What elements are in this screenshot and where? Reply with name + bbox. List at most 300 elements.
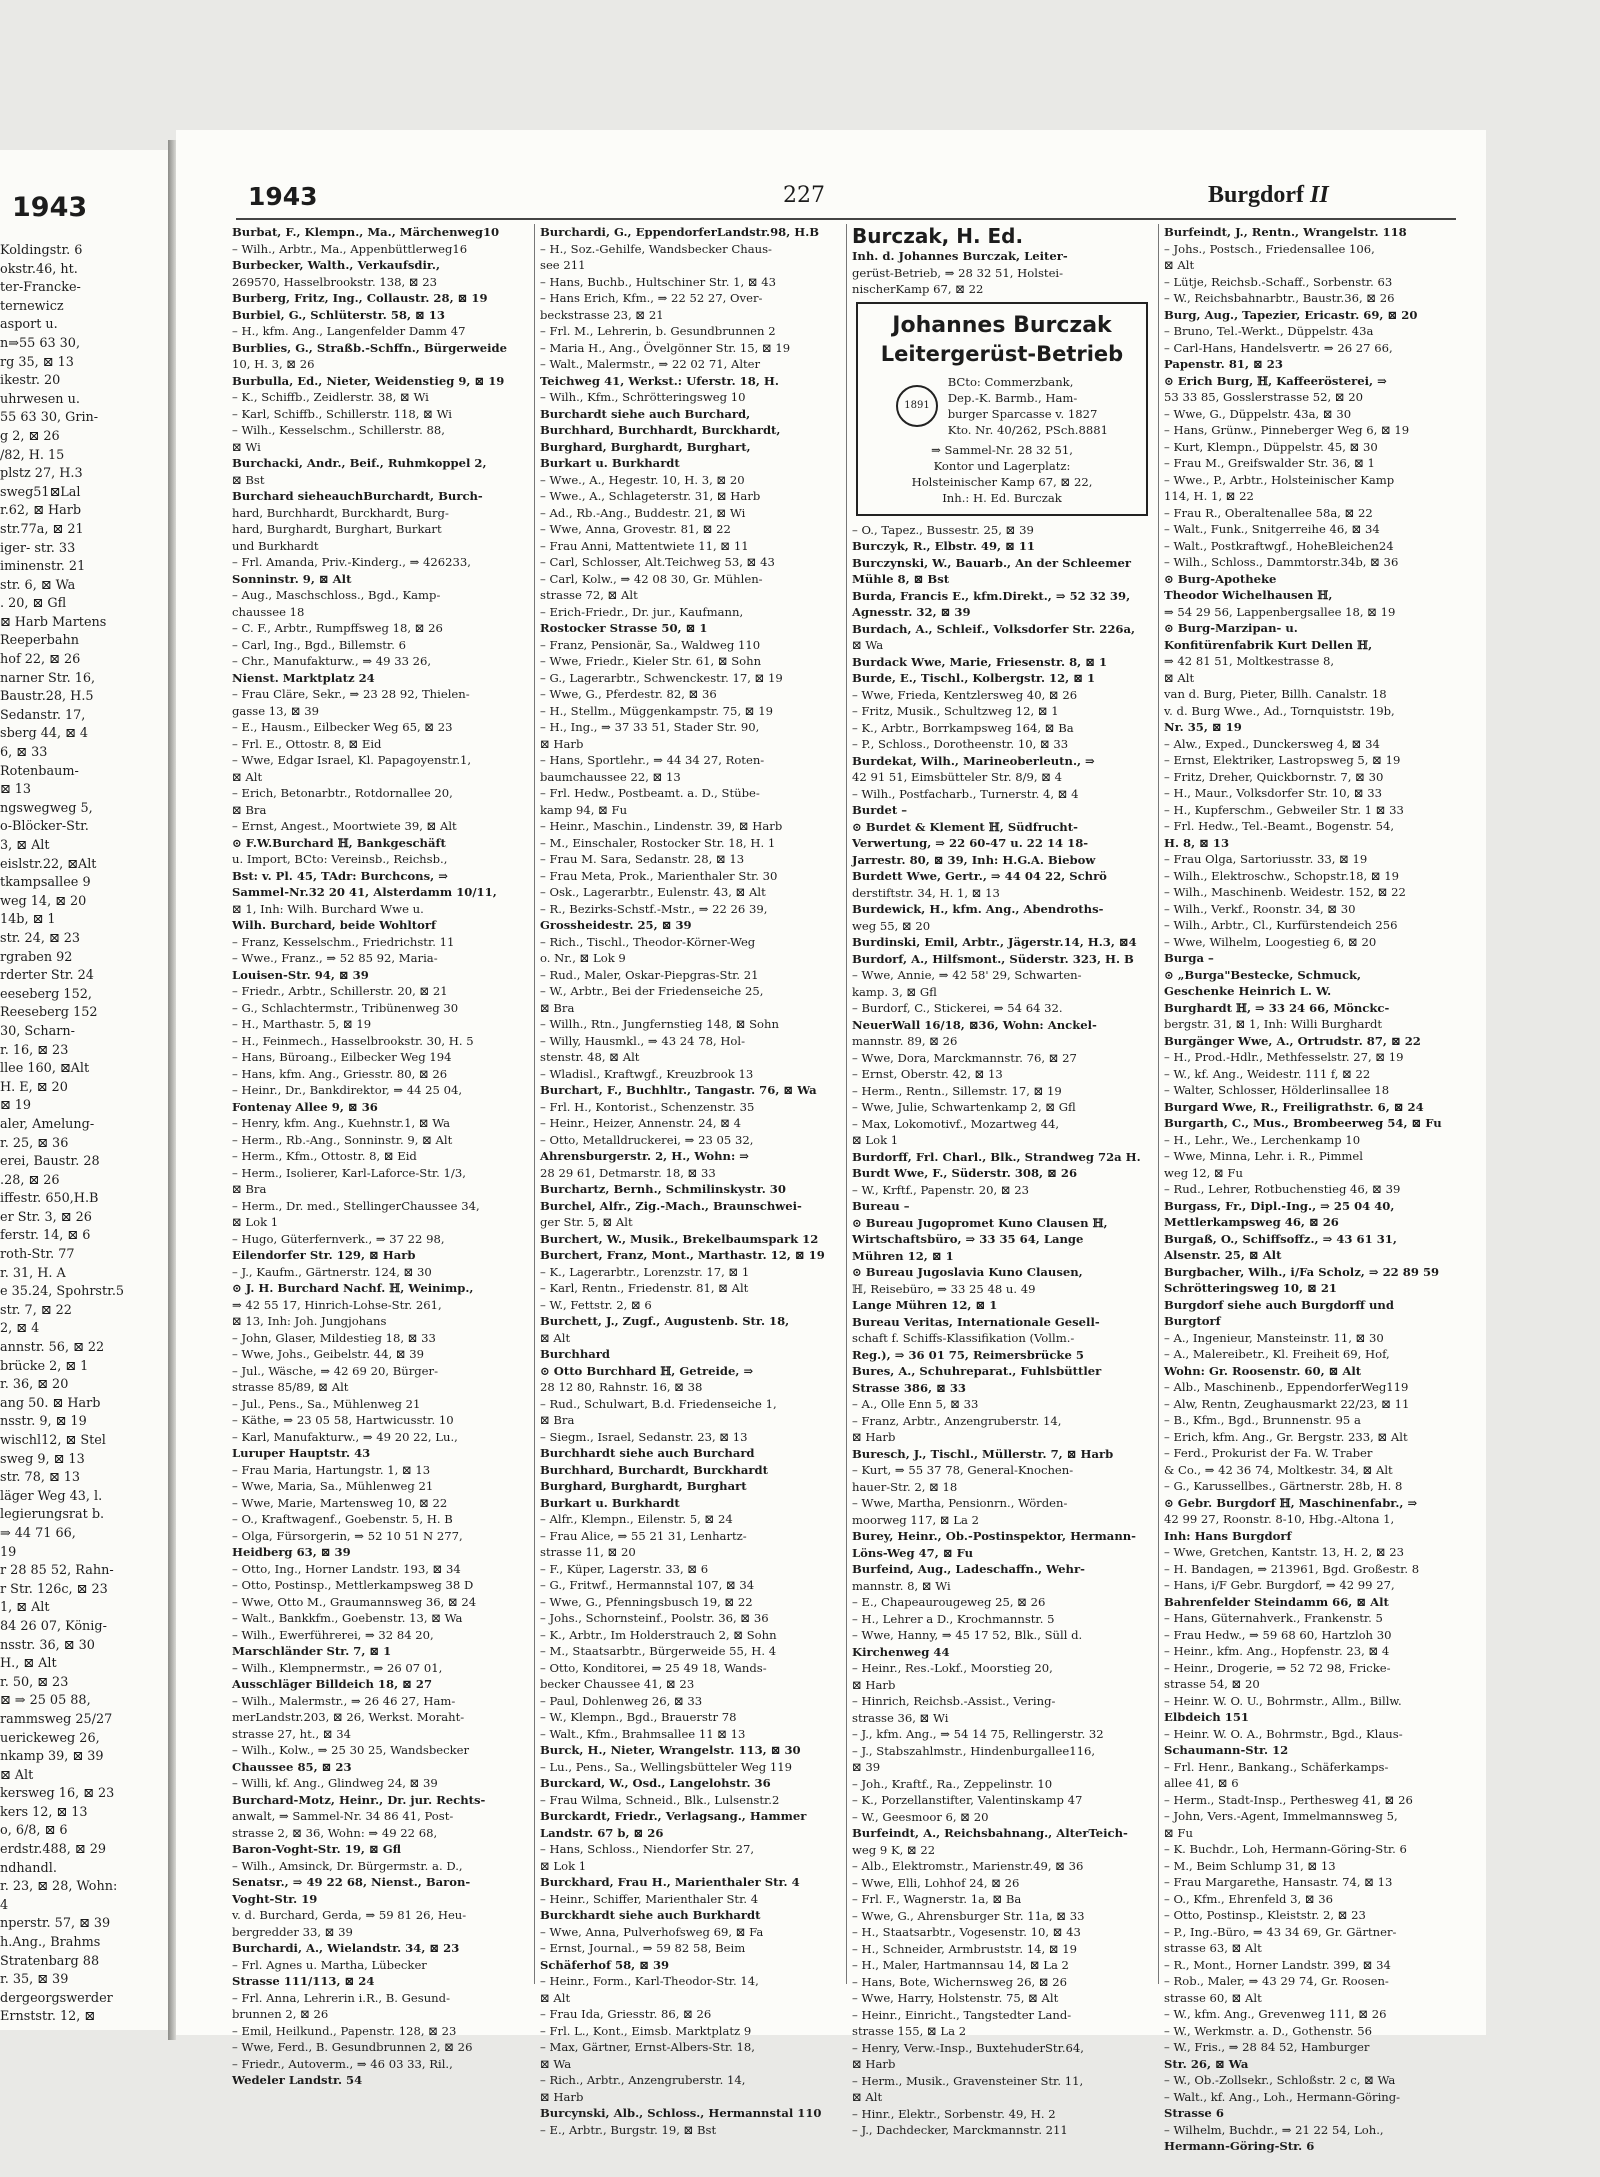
directory-line: Burfeindt, J., Rentn., Wrangelstr. 118 (1164, 225, 1407, 239)
column-2 (540, 224, 840, 2137)
directory-line: becker Chaussee 41, ⊠ 23 (540, 1677, 695, 1691)
directory-line: ang 50. ⊠ Harb (0, 1395, 101, 1411)
directory-line: – Fritz, Dreher, Quickbornstr. 7, ⊠ 30 (1164, 769, 1384, 784)
directory-line: Inh: Hans Burgdorf (1164, 1528, 1292, 1543)
directory-line: Burchardt siehe auch Burchard, (540, 406, 751, 421)
directory-line: – H., Maler, Hartmannsau 14, ⊠ La 2 (852, 1958, 1069, 1972)
running-head-number: II (1310, 182, 1329, 208)
directory-line: – Wwe, Marie, Martensweg 10, ⊠ 22 (232, 1495, 448, 1510)
directory-line: Reeseberg 152 (0, 1005, 98, 1021)
directory-line: – H., kfm. Ang., Langenfelder Damm 47 (232, 324, 466, 338)
directory-line: ⊠ Harb (852, 1430, 896, 1444)
left-page-fragment (0, 150, 170, 2030)
directory-line: r.62, ⊠ Harb (0, 503, 82, 519)
directory-line: Burdet – (852, 803, 908, 817)
directory-line: – Erich-Friedr., Dr. jur., Kaufmann, (540, 604, 744, 619)
directory-line: – J., Dachdecker, Marckmannstr. 211 (852, 2123, 1068, 2137)
page-number: 227 (783, 183, 825, 208)
directory-line: – Frl. H., Kontorist., Schenzenstr. 35 (540, 1099, 755, 1114)
directory-line: ⊠ Harb (852, 1677, 896, 1692)
directory-line: – Frl. F., Wagnerstr. 1a, ⊠ Ba (852, 1892, 1022, 1906)
directory-line: derstiftstr. 34, H. 1, ⊠ 13 (852, 885, 1000, 900)
directory-line: – F., Küper, Lagerstr. 33, ⊠ 6 (540, 1561, 709, 1576)
directory-line: kamp 94, ⊠ Fu (540, 802, 628, 817)
directory-line: e 35.24, Spohrstr.5 (0, 1284, 125, 1300)
directory-line: – Wwe, Johs., Geibelstr. 44, ⊠ 39 (232, 1347, 424, 1361)
directory-line: – Hans, i/F Gebr. Burgdorf, ⇒ 42 99 27, (1164, 1578, 1395, 1592)
directory-line: – Alb., Elektromstr., Marienstr.49, ⊠ 36 (852, 1859, 1084, 1873)
directory-line: dergeorgswerder (0, 1990, 113, 2006)
left-page-column (0, 242, 150, 2027)
directory-line: läger Weg 43, l. (0, 1488, 103, 1504)
directory-line: – Walt., Malermstr., ⇒ 22 02 71, Alter (540, 357, 761, 371)
directory-line: h.Ang., Brahms (0, 1935, 101, 1951)
directory-line: Burczyk, R., Elbstr. 49, ⊠ 11 (852, 539, 1036, 553)
directory-line: – A., Olle Enn 5, ⊠ 33 (852, 1397, 979, 1411)
directory-line: Konfitürenfabrik Kurt Dellen ℍ, (1164, 637, 1373, 652)
directory-line: nkamp 39, ⊠ 39 (0, 1749, 104, 1765)
directory-line: – O., Kfm., Ehrenfeld 3, ⊠ 36 (1164, 1891, 1334, 1906)
directory-line: stenstr. 48, ⊠ Alt (540, 1050, 640, 1064)
directory-line: Burbecker, Walth., Verkaufsdir., (232, 258, 440, 272)
directory-line: – Wwe, Dora, Marckmannstr. 76, ⊠ 27 (852, 1050, 1077, 1065)
directory-line: – Emil, Heilkund., Papenstr. 128, ⊠ 23 (232, 2023, 457, 2038)
directory-line: – Heinr., Form., Karl-Theodor-Str. 14, (540, 1974, 759, 1988)
directory-line: Str. 26, ⊠ Wa (1164, 2056, 1249, 2071)
directory-line: – Hans, Güternahverk., Frankenstr. 5 (1164, 1611, 1383, 1625)
directory-line: weg 55, ⊠ 20 (852, 918, 931, 933)
ad-phone: ⇒ Sammel-Nr. 28 32 51, (931, 442, 1073, 457)
directory-line: – R., Mont., Horner Landstr. 399, ⊠ 34 (1164, 1957, 1391, 1972)
directory-line: – Rud., Lehrer, Rotbuchenstieg 46, ⊠ 39 (1164, 1182, 1401, 1196)
directory-line: – Herm., Stadt-Insp., Perthesweg 41, ⊠ 26 (1164, 1792, 1413, 1807)
directory-line: – E., Arbtr., Burgstr. 19, ⊠ Bst (540, 2122, 717, 2137)
directory-line: – Frau Anni, Mattentwiete 11, ⊠ 11 (540, 538, 749, 553)
directory-line: Strasse 6 (1164, 2106, 1224, 2120)
directory-line: – W., kf. Ang., Weidestr. 111 f, ⊠ 22 (1164, 1066, 1371, 1081)
directory-line: – Alw., Exped., Dunckersweg 4, ⊠ 34 (1164, 736, 1380, 751)
directory-line: Burckard, W., Osd., Langelohstr. 36 (540, 1776, 771, 1790)
directory-line: – W., Werkmstr. a. D., Gothenstr. 56 (1164, 2023, 1372, 2038)
directory-line: r. 36, ⊠ 20 (0, 1377, 69, 1393)
directory-line: – H., Kupferschm., Gebweiler Str. 1 ⊠ 33 (1164, 802, 1404, 817)
directory-line: – Willi, kf. Ang., Glindweg 24, ⊠ 39 (232, 1776, 438, 1790)
directory-line: r. 25, ⊠ 36 (0, 1135, 69, 1151)
directory-line: strasse 27, ht., ⊠ 34 (232, 1726, 351, 1741)
directory-line: – Wwe, Otto M., Graumannsweg 36, ⊠ 24 (232, 1594, 477, 1609)
directory-line: ⊙ F.W.Burchard ℍ, Bankgeschäft (232, 835, 446, 850)
directory-line: – Heinr., Drogerie, ⇒ 52 72 98, Fricke- (1164, 1660, 1391, 1675)
directory-line: – Rob., Maler, ⇒ 43 29 74, Gr. Roosen- (1164, 1974, 1389, 1988)
directory-line: Kontor und Lagerplatz: (933, 458, 1071, 473)
directory-line: Burchhard, Burchhardt, Burckhardt, (540, 423, 781, 437)
directory-line: r 28 85 52, Rahn- (0, 1563, 114, 1579)
header-rule (236, 218, 1456, 220)
directory-line: ℍ, Reisebüro, ⇒ 33 25 48 u. 49 (852, 1281, 1036, 1296)
directory-line: – Ernst, Angest., Moortwiete 39, ⊠ Alt (232, 819, 457, 833)
directory-line: – Rich., Arbtr., Anzengruberstr. 14, (540, 2073, 746, 2087)
directory-line: – Wilh., Verkf., Roonstr. 34, ⊠ 30 (1164, 901, 1356, 916)
directory-line: – O., Tapez., Bussestr. 25, ⊠ 39 (852, 522, 1034, 537)
directory-line: – W., Klempn., Bgd., Brauerstr 78 (540, 1710, 737, 1724)
directory-line: – Frau Wilma, Schneid., Blk., Lulsenstr.2 (540, 1792, 780, 1807)
directory-line: – Bruno, Tel.-Werkt., Düppelstr. 43a (1164, 324, 1374, 338)
directory-line: Schäferhof 58, ⊠ 39 (540, 1957, 670, 1972)
directory-line: rderter Str. 24 (0, 968, 94, 984)
directory-line: ⊠ Lok 1 (540, 1858, 587, 1873)
directory-line: Burdorf, A., Hilfsmont., Süderstr. 323, H. B (852, 951, 1134, 966)
directory-line: ⊠ Lok 1 (232, 1215, 279, 1229)
directory-line: burger Sparcasse v. 1827 (947, 406, 1098, 421)
directory-line: – H., Staatsarbtr., Vogesenstr. 10, ⊠ 43 (852, 1925, 1081, 1939)
directory-line: o-Blöcker-Str. (0, 819, 89, 835)
directory-line: sweg 9, ⊠ 13 (0, 1451, 85, 1467)
directory-line: – Wwe, Maria, Sa., Mühlenweg 21 (232, 1479, 434, 1493)
directory-line: Reeperbahn (0, 633, 79, 649)
directory-line: Marschländer Str. 7, ⊠ 1 (232, 1644, 392, 1658)
directory-line: str. 6, ⊠ Wa (0, 577, 76, 593)
directory-line: 19 (0, 1544, 17, 1560)
directory-line: /82, H. 15 (0, 447, 65, 463)
directory-line: er Str. 3, ⊠ 26 (0, 1209, 92, 1225)
directory-line: anwalt, ⇒ Sammel-Nr. 34 86 41, Post- (232, 1809, 454, 1823)
directory-line: ⊙ Bureau Jugopromet Kuno Clausen ℍ, (852, 1215, 1108, 1230)
directory-line: – Herm., Musik., Gravensteiner Str. 11, (852, 2073, 1084, 2088)
directory-line: – Hans, Büroang., Eilbecker Weg 194 (232, 1050, 452, 1064)
directory-line: ⊠ Wi (232, 439, 261, 454)
directory-line: ⊠ Harb Martens (0, 614, 107, 630)
burczak-entry (852, 248, 1152, 298)
directory-line: kamp. 3, ⊠ Gfl (852, 984, 937, 999)
burczak-advertisement (856, 302, 1148, 516)
ad-bank-details (948, 374, 1108, 438)
directory-line: – Frl. M., Lehrerin, b. Gesundbrunnen 2 (540, 324, 776, 338)
directory-line: – Ernst, Oberstr. 42, ⊠ 13 (852, 1067, 1003, 1081)
directory-line: – Frl. Hedw., Postbeamt. a. D., Stübe- (540, 786, 760, 800)
directory-line: ⊙ Erich Burg, ℍ, Kaffeerösterei, ⇒ (1164, 373, 1387, 388)
directory-line: – Heinr., Heizer, Annenstr. 24, ⊠ 4 (540, 1116, 742, 1130)
directory-line: 10, H. 3, ⊠ 26 (232, 357, 315, 371)
directory-line: – Joh., Kraftf., Ra., Zeppelinstr. 10 (852, 1776, 1053, 1791)
directory-line: strasse 2, ⊠ 36, Wohn: ⇒ 49 22 68, (232, 1825, 438, 1840)
directory-line: ngswegweg 5, (0, 800, 93, 816)
directory-line: ⇒ 44 71 66, (0, 1525, 76, 1541)
directory-line: – W., Reichsbahnarbtr., Baustr.36, ⊠ 26 (1164, 291, 1395, 305)
directory-line: – Wilh., Klempnermstr., ⇒ 26 07 01, (232, 1660, 443, 1675)
directory-line: – Wwe, Friedr., Kieler Str. 61, ⊠ Sohn (540, 654, 762, 668)
directory-line: Rotenbaum- (0, 763, 79, 779)
directory-line: – Johs., Postsch., Friedensallee 106, (1164, 241, 1375, 256)
directory-line: Burghardt ℍ, ⇒ 33 24 66, Mönckc- (1164, 1000, 1390, 1015)
directory-line: – K., Arbtr., Borrkampsweg 164, ⊠ Ba (852, 720, 1074, 735)
directory-line: – E., Chapeaurougeweg 25, ⊠ 26 (852, 1595, 1046, 1609)
directory-line: – Frl. Anna, Lehrerin i.R., B. Gesund- (232, 1990, 450, 2005)
directory-line: 3, ⊠ Alt (0, 838, 50, 853)
directory-line: – J., Stabszahlmstr., Hindenburgallee116, (852, 1743, 1096, 1758)
directory-line: Burfeindt, A., Reichsbahnang., AlterTeich- (852, 1826, 1128, 1840)
directory-line: – Wilh., Postfacharb., Turnerstr. 4, ⊠ 4 (852, 786, 1079, 801)
directory-line: – Karl, Schiffb., Schillerstr. 118, ⊠ Wi (232, 406, 452, 421)
ad-company-name: Johannes Burczak (892, 312, 1112, 338)
directory-line: ikestr. 20 (0, 373, 61, 389)
directory-line: ⊠ 13, Inh: Joh. Jungjohans (232, 1314, 387, 1328)
directory-line: – Otto, Postinsp., Mettlerkampsweg 38 D (232, 1578, 474, 1592)
directory-line: allee 41, ⊠ 6 (1164, 1776, 1239, 1790)
directory-line: Burchacki, Andr., Beif., Ruhmkoppel 2, (232, 456, 487, 470)
directory-line: Grossheidestr. 25, ⊠ 39 (540, 918, 692, 932)
directory-line: ⊙ Bureau Jugoslavia Kuno Clausen, (852, 1265, 1083, 1279)
directory-page (176, 130, 1486, 2153)
directory-line: NeuerWall 16/18, ⊠36, Wohn: Anckel- (852, 1017, 1097, 1032)
directory-line: – Otto, Postinsp., Kleiststr. 2, ⊠ 23 (1164, 1908, 1366, 1922)
directory-line: – Erich, Betonarbtr., Rotdornallee 20, (232, 786, 453, 800)
directory-line: strasse 36, ⊠ Wi (852, 1710, 949, 1725)
directory-line: – Wwe., A., Hegestr. 10, H. 3, ⊠ 20 (540, 472, 745, 487)
directory-line: Bst: v. Pl. 45, TAdr: Burchcons, ⇒ (232, 868, 448, 883)
directory-line: Sedanstr. 17, (0, 707, 86, 723)
directory-line: – Walter, Schlosser, Hölderlinsallee 18 (1164, 1083, 1390, 1097)
directory-line: Burkart u. Burkhardt (540, 1495, 680, 1510)
directory-line: – Wwe, Annie, ⇒ 42 58' 29, Schwarten- (852, 968, 1082, 982)
directory-line: Burgdorf siehe auch Burgdorff und (1164, 1297, 1394, 1312)
directory-line: Burgtorf (1164, 1314, 1221, 1328)
directory-line: – Heinr. W. O. U., Bohrmstr., Allm., Billw. (1164, 1693, 1402, 1708)
directory-line: – Walt., Funk., Snitgerreihe 46, ⊠ 34 (1164, 522, 1380, 536)
directory-line: erdstr.488, ⊠ 29 (0, 1842, 107, 1858)
directory-line: & Co., ⇒ 42 36 74, Moltkestr. 34, ⊠ Alt (1164, 1462, 1393, 1477)
directory-line: – G., Schlachtermstr., Tribünenweg 30 (232, 1000, 459, 1015)
directory-line: – Wwe, Minna, Lehr. i. R., Pimmel (1164, 1149, 1363, 1163)
directory-line: ⊠ Alt (232, 769, 263, 784)
directory-line: ⊙ J. H. Burchard Nachf. ℍ, Weinimp., (232, 1281, 474, 1295)
directory-line: strasse 85/89, ⊠ Alt (232, 1380, 349, 1394)
directory-line: Mühren 12, ⊠ 1 (852, 1248, 954, 1263)
directory-line: – Wwe., Franz., ⇒ 52 85 92, Maria- (232, 951, 438, 965)
directory-line: Burck, H., Nieter, Wrangelstr. 113, ⊠ 30 (540, 1743, 801, 1757)
directory-line: llee 160, ⊠Alt (0, 1061, 90, 1077)
directory-line: – Walt., kf. Ang., Loh., Hermann-Göring- (1164, 2089, 1401, 2104)
directory-line: Elbdeich 151 (1164, 1710, 1249, 1724)
directory-line: – Otto, Konditorei, ⇒ 25 49 18, Wands- (540, 1660, 767, 1675)
directory-line: – Heinr., Schiffer, Marienthaler Str. 4 (540, 1891, 759, 1906)
directory-line: – John, Vers.-Agent, Immelmannsweg 5, (1164, 1809, 1398, 1823)
directory-line: – K., Lagerarbtr., Lorenzstr. 17, ⊠ 1 (540, 1264, 750, 1279)
directory-line: – Wwe, Wilhelm, Loogestieg 6, ⊠ 20 (1164, 934, 1377, 949)
directory-line: – Wilh., Maschinenb. Weidestr. 152, ⊠ 22 (1164, 885, 1406, 899)
directory-line: Löns-Weg 47, ⊠ Fu (852, 1545, 974, 1560)
directory-line: – Karl, Rentn., Friedenstr. 81, ⊠ Alt (540, 1281, 749, 1295)
directory-line: – H., Lehr., We., Lerchenkamp 10 (1164, 1132, 1361, 1147)
directory-line: 84 26 07, König- (0, 1618, 107, 1634)
directory-line: – Kurt, Klempn., Düppelstr. 45, ⊠ 30 (1164, 439, 1378, 454)
directory-line: Baustr.28, H.5 (0, 689, 94, 705)
directory-line: see 211 (540, 258, 586, 272)
directory-line: erei, Baustr. 28 (0, 1154, 100, 1170)
directory-line: – Fritz, Musik., Schultzweg 12, ⊠ 1 (852, 704, 1059, 718)
directory-line: strasse 54, ⊠ 20 (1164, 1677, 1260, 1691)
directory-line: – Paul, Dohlenweg 26, ⊠ 33 (540, 1693, 703, 1708)
directory-line: 55 63 30, Grin- (0, 410, 99, 426)
directory-line: bergredder 33, ⊠ 39 (232, 1924, 353, 1939)
directory-line: ⊠ Bra (540, 1000, 575, 1015)
directory-line: 269570, Hasselbrookstr. 138, ⊠ 23 (232, 274, 437, 289)
directory-line: v. d. Burchard, Gerda, ⇒ 59 81 26, Heu- (232, 1908, 467, 1922)
directory-line: – Carl, Schlosser, Alt.Teichweg 53, ⊠ 43 (540, 555, 775, 569)
directory-line: Burchard sieheauchBurchardt, Burch- (232, 489, 483, 503)
directory-line: 1, ⊠ Alt (0, 1600, 50, 1616)
directory-line: – Frau Margarethe, Hansastr. 74, ⊠ 13 (1164, 1875, 1393, 1889)
directory-line: merLandstr.203, ⊠ 26, Werkst. Moraht- (232, 1710, 465, 1724)
directory-line: ⊠ Alt (852, 2090, 883, 2104)
directory-line: – Chr., Manufakturw., ⇒ 49 33 26, (232, 654, 432, 668)
directory-line: Chaussee 85, ⊠ 23 (232, 1759, 352, 1774)
directory-line: und Burkhardt (232, 538, 319, 553)
directory-line: Burchardi, A., Wielandstr. 34, ⊠ 23 (232, 1941, 460, 1955)
directory-line: Landstr. 67 b, ⊠ 26 (540, 1825, 664, 1840)
directory-line: – Wwe, Anna, Grovestr. 81, ⊠ 22 (540, 522, 731, 536)
directory-line: – Franz, Kesselschm., Friedrichstr. 11 (232, 934, 455, 949)
directory-line: o, 6/8, ⊠ 6 (0, 1823, 68, 1839)
directory-line: – Max, Lokomotivf., Mozartweg 44, (852, 1116, 1060, 1131)
directory-line: Burchard-Motz, Heinr., Dr. jur. Rechts- (232, 1792, 486, 1807)
directory-line: – Hans, Buchb., Hultschiner Str. 1, ⊠ 43 (540, 274, 776, 289)
directory-line: – Wwe, Edgar Israel, Kl. Papagoyenstr.1, (232, 753, 472, 767)
directory-line: – Wwe, Martha, Pensionrn., Wörden- (852, 1496, 1068, 1510)
directory-line: 28 29 61, Detmarstr. 18, ⊠ 33 (540, 1165, 716, 1180)
directory-line: – Wwe, G., Ahrensburger Str. 11a, ⊠ 33 (852, 1908, 1085, 1923)
directory-line: – H., Schneider, Armbruststr. 14, ⊠ 19 (852, 1941, 1077, 1956)
directory-line: – Frl. Hedw., Tel.-Beamt., Bogenstr. 54, (1164, 819, 1395, 833)
directory-line: – Rud., Schulwart, B.d. Friedenseiche 1, (540, 1396, 777, 1411)
directory-line: – M., Einschaler, Rostocker Str. 18, H. 1 (540, 835, 776, 850)
directory-line: Kirchenweg 44 (852, 1644, 950, 1659)
directory-line: Hermann-Göring-Str. 6 (1164, 2139, 1315, 2153)
directory-line: – W., Fris., ⇒ 28 84 52, Hamburger (1164, 2040, 1370, 2054)
directory-line: – Wwe, Gretchen, Kantstr. 13, H. 2, ⊠ 23 (1164, 1545, 1404, 1559)
directory-line: – Wilh., Malermstr., ⇒ 26 46 27, Ham- (232, 1693, 456, 1708)
directory-line: str. 24, ⊠ 23 (0, 930, 81, 946)
directory-line: r. 16, ⊠ 23 (0, 1042, 69, 1058)
directory-line: asport u. (0, 317, 58, 333)
directory-line: Burgass, Fr., Dipl.-Ing., ⇒ 25 04 40, (1164, 1198, 1395, 1213)
directory-line: – Hans, Bote, Wichernsweg 26, ⊠ 26 (852, 1974, 1068, 1989)
directory-line: sweg51⊠Lal (0, 484, 81, 500)
directory-line: Baron-Voght-Str. 19, ⊠ Gfl (232, 1842, 402, 1856)
directory-line: – Frl. Amanda, Priv.-Kinderg., ⇒ 426233, (232, 555, 471, 569)
directory-line: Burckhardt siehe auch Burkhardt (540, 1908, 761, 1922)
directory-line: – H., Lehrer a D., Krochmannstr. 5 (852, 1611, 1055, 1626)
directory-line: ⊙ Burg-Marzipan- u. (1164, 621, 1298, 635)
directory-line: – Wwe, G., Pferdestr. 82, ⊠ 36 (540, 687, 717, 701)
directory-line: ⊠ Alt (540, 1330, 571, 1345)
directory-line: ⊠ 39 (852, 1760, 881, 1774)
directory-line: 42 99 27, Roonstr. 8-10, Hbg.-Altona 1, (1164, 1512, 1395, 1526)
directory-line: Burgbacher, Wilh., i/Fa Scholz, ⇒ 22 89 59 (1164, 1264, 1440, 1279)
directory-line: – G., Karussellbes., Gärtnerstr. 28b, H. 8 (1164, 1479, 1403, 1493)
directory-line: – Wwe, Harry, Holstenstr. 75, ⊠ Alt (852, 1991, 1059, 2005)
directory-line: – Friedr., Autoverm., ⇒ 46 03 33, Ril., (232, 2056, 453, 2071)
directory-line: chaussee 18 (232, 604, 305, 619)
directory-line: – W., Krftf., Papenstr. 20, ⊠ 23 (852, 1182, 1029, 1197)
directory-line: – Ernst, Journal., ⇒ 59 82 58, Beim (540, 1941, 746, 1955)
directory-line: hard, Burchhardt, Burckhardt, Burg- (232, 505, 449, 520)
directory-line: – Wwe, Elli, Lohhof 24, ⊠ 26 (852, 1875, 1020, 1890)
directory-line: hauer-Str. 2, ⊠ 18 (852, 1479, 958, 1494)
directory-line: – Ernst, Elektriker, Lastropsweg 5, ⊠ 19 (1164, 753, 1401, 767)
directory-line: – P., Schloss., Dorotheenstr. 10, ⊠ 33 (852, 737, 1069, 751)
directory-line: – Wladisl., Kraftwgf., Kreuzbrook 13 (540, 1066, 754, 1081)
directory-line: – H., Stellm., Müggenkampstr. 75, ⊠ 19 (540, 703, 773, 718)
directory-line: – Olga, Fürsorgerin, ⇒ 52 10 51 N 277, (232, 1528, 463, 1543)
directory-line: – Hans Erich, Kfm., ⇒ 22 52 27, Over- (540, 291, 763, 305)
column-4 (1164, 224, 1464, 2153)
directory-line: iger- str. 33 (0, 540, 76, 556)
directory-line: narner Str. 16, (0, 670, 96, 686)
directory-line: – Wwe., A., Schlageterstr. 31, ⊠ Harb (540, 489, 761, 503)
column-divider (846, 224, 847, 1984)
directory-line: uerickeweg 26, (0, 1730, 100, 1746)
directory-line: Burbiel, G., Schlüterstr. 58, ⊠ 13 (232, 307, 445, 322)
directory-line: hof 22, ⊠ 26 (0, 652, 81, 668)
directory-line: Fontenay Allee 9, ⊠ 36 (232, 1099, 378, 1114)
directory-line: – Wilh., Kesselschm., Schillerstr. 88, (232, 423, 445, 437)
directory-line: ⊙ Burdet & Klement ℍ, Südfrucht- (852, 819, 1078, 834)
directory-line: Wilh. Burchard, beide Wohltorf (232, 918, 436, 932)
directory-line: Burgänger Wwe, A., Ortrudstr. 87, ⊠ 22 (1164, 1033, 1421, 1048)
directory-line: 42 91 51, Eimsbütteler Str. 8/9, ⊠ 4 (852, 770, 1063, 784)
directory-line: Burdinski, Emil, Arbtr., Jägerstr.14, H.3, ⊠4 (852, 935, 1137, 949)
left-page-year: 1943 (12, 192, 88, 223)
directory-line: Dep.-K. Barmb., Ham- (947, 390, 1078, 405)
directory-line: Eilendorfer Str. 129, ⊠ Harb (232, 1248, 416, 1262)
directory-line: ⇒ 54 29 56, Lappenbergsallee 18, ⊠ 19 (1164, 604, 1396, 619)
directory-line: – K. Buchdr., Loh, Hermann-Göring-Str. 6 (1164, 1842, 1407, 1856)
directory-line: strasse 63, ⊠ Alt (1164, 1941, 1262, 1955)
directory-line: ⊠ Alt (0, 1767, 34, 1783)
directory-line: – Wwe, Hanny, ⇒ 45 17 52, Blk., Süll d. (852, 1628, 1083, 1642)
directory-line: – W., Geesmoor 6, ⊠ 20 (852, 1809, 989, 1824)
directory-line: 28 12 80, Rahnstr. 16, ⊠ 38 (540, 1380, 703, 1394)
directory-line: – Rich., Tischl., Theodor-Körner-Weg (540, 934, 756, 949)
directory-line: H. 8, ⊠ 13 (1164, 835, 1230, 850)
directory-line: – Hans, kfm. Ang., Griesstr. 80, ⊠ 26 (232, 1066, 448, 1081)
directory-line: Wirtschaftsbüro, ⇒ 33 35 64, Lange (852, 1232, 1084, 1246)
directory-line: – H., Soz.-Gehilfe, Wandsbecker Chaus- (540, 241, 772, 256)
directory-line: brunnen 2, ⊠ 26 (232, 2007, 329, 2021)
directory-line: Verwertung, ⇒ 22 60-47 u. 22 14 18- (852, 836, 1089, 850)
directory-line: sberg 44, ⊠ 4 (0, 726, 89, 742)
directory-line: – W., Arbtr., Bei der Friedenseiche 25, (540, 984, 764, 998)
directory-line: Jarrestr. 80, ⊠ 39, Inh: H.G.A. Biebow (852, 852, 1096, 867)
directory-line: bergstr. 31, ⊠ 1, Inh: Willi Burghardt (1164, 1017, 1383, 1031)
directory-line: – M., Beim Schlump 31, ⊠ 13 (1164, 1858, 1336, 1873)
directory-line: – W., Fettstr. 2, ⊠ 6 (540, 1297, 652, 1312)
directory-line: weg 12, ⊠ Fu (1164, 1165, 1243, 1180)
directory-line: Burgarth, C., Mus., Brombeerweg 54, ⊠ Fu (1164, 1116, 1442, 1130)
directory-line: rammsweg 25/27 (0, 1711, 113, 1727)
directory-line: – H., Marthastr. 5, ⊠ 19 (232, 1017, 372, 1031)
directory-line: ternewicz (0, 298, 64, 314)
directory-line: tkampsallee 9 (0, 875, 91, 891)
directory-line: Burchhardt siehe auch Burchard (540, 1446, 755, 1460)
directory-line: – Johs., Schornsteinf., Poolstr. 36, ⊠ 36 (540, 1611, 769, 1625)
directory-line: u. Import, BCto: Vereinsb., Reichsb., (232, 852, 448, 866)
directory-line: – G., Lagerarbtr., Schwenckestr. 17, ⊠ 19 (540, 670, 783, 685)
directory-line: wischl12, ⊠ Stel (0, 1433, 106, 1448)
directory-line: – Heinr. W. O. A., Bohrmstr., Bgd., Klaus- (1164, 1726, 1403, 1741)
directory-line: Burgaß, O., Schiffsoffz., ⇒ 43 61 31, (1164, 1231, 1397, 1246)
directory-line: n⇒55 63 30, (0, 335, 81, 351)
